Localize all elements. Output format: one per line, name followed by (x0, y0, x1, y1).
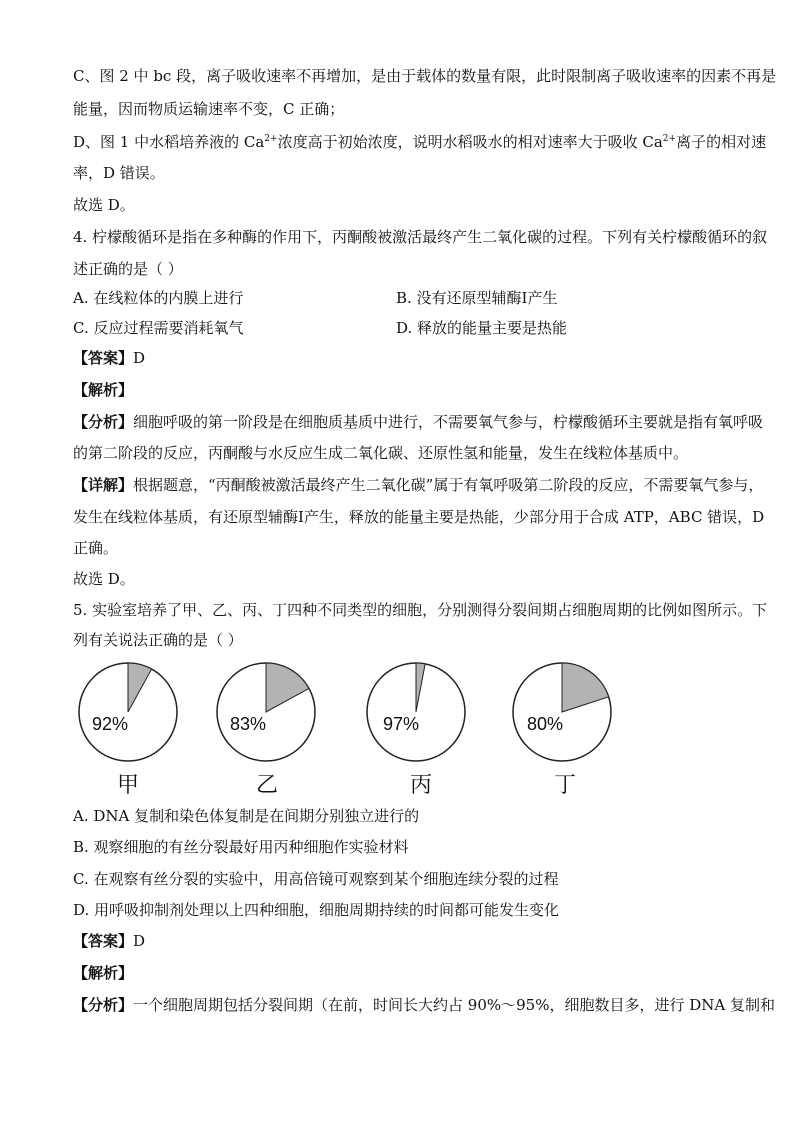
detail-line-2: 发生在线粒体基质，有还原型辅酶Ⅰ产生，释放的能量主要是热能，少部分用于合成 ATP，ABC 错误，D (73, 508, 765, 526)
q4-option-c: C. 反应过程需要消耗氧气 (73, 319, 244, 337)
pie-name-jia: 甲 (117, 773, 140, 798)
question-5-stem-1: 5. 实验室培养了甲、乙、丙、丁四种不同类型的细胞，分别测得分裂间期占细胞周期的比例如图所示。下 (73, 601, 768, 619)
q4-option-b: B. 没有还原型辅酶Ⅰ产生 (396, 289, 558, 307)
pie-label-jia: 92% (92, 714, 129, 734)
pie-name-ding: 丁 (554, 773, 577, 798)
question-4-stem-1: 4. 柠檬酸循环是指在多种酶的作用下，丙酮酸被激活最终产生二氧化碳的过程。下列有关柠檬酸循环的叙 (73, 228, 768, 246)
answer-row-2: 【答案】D (73, 932, 146, 950)
q4-option-d: D. 释放的能量主要是热能 (396, 319, 568, 337)
analysis-line-3: 【分析】一个细胞周期包括分裂间期（在前，时间长大约占 90%～95%，细胞数目多，进行 DNA 复制和 (73, 996, 775, 1014)
pie-label-ding: 80% (527, 714, 564, 734)
pie-name-bing: 丙 (410, 773, 433, 798)
q4-option-a: A. 在线粒体的内膜上进行 (73, 289, 244, 307)
pie-label-bing: 97% (383, 714, 420, 734)
q5-option-a: A. DNA 复制和染色体复制是在间期分别独立进行的 (73, 807, 420, 825)
question-5-stem-2: 列有关说法正确的是（ ） (73, 631, 243, 649)
detail-line-1: 【详解】根据题意，“丙酮酸被激活最终产生二氧化碳”属于有氧呼吸第二阶段的反应，不需要氧气参与， (73, 476, 764, 494)
q5-option-b: B. 观察细胞的有丝分裂最好用丙种细胞作实验材料 (73, 838, 409, 856)
analysis-line-1: 【分析】细胞呼吸的第一阶段是在细胞质基质中进行，不需要氧气参与，柠檬酸循环主要就是指有氧呼吸 (73, 413, 764, 431)
pie-label-yi: 83% (230, 714, 267, 734)
answer-d-line-2: 率，D 错误。 (73, 164, 165, 182)
q5-option-c: C. 在观察有丝分裂的实验中，用高倍镜可观察到某个细胞连续分裂的过程 (73, 870, 559, 888)
answer-c-line-1: C、图 2 中 bc 段，离子吸收速率不再增加，是由于载体的数量有限，此时限制离子吸收速率的因素不再是 (73, 67, 777, 85)
q5-option-d: D. 用呼吸抑制剂处理以上四种细胞，细胞周期持续的时间都可能发生变化 (73, 901, 560, 919)
conclusion-2: 故选 D。 (73, 570, 135, 588)
analysis-heading-2: 【解析】 (73, 964, 134, 982)
analysis-heading-1: 【解析】 (73, 381, 134, 399)
question-4-stem-2: 述正确的是（ ） (73, 260, 183, 278)
conclusion-1: 故选 D。 (73, 196, 135, 214)
answer-c-line-2: 能量，因而物质运输速率不变，C 正确； (73, 100, 345, 118)
analysis-line-2: 的第二阶段的反应，丙酮酸与水反应生成二氧化碳、还原性氢和能量，发生在线粒体基质中。 (73, 444, 689, 462)
detail-line-3: 正确。 (73, 539, 119, 557)
pie-name-yi: 乙 (256, 773, 279, 798)
answer-d-line-1: D、图 1 中水稻培养液的 $Ca^{2+}$浓度高于初始浓度，说明水稻吸水的相对速率大于吸收 $Ca^{2+}$离子的相对速 (73, 133, 767, 151)
answer-row-1: 【答案】D (73, 349, 146, 367)
